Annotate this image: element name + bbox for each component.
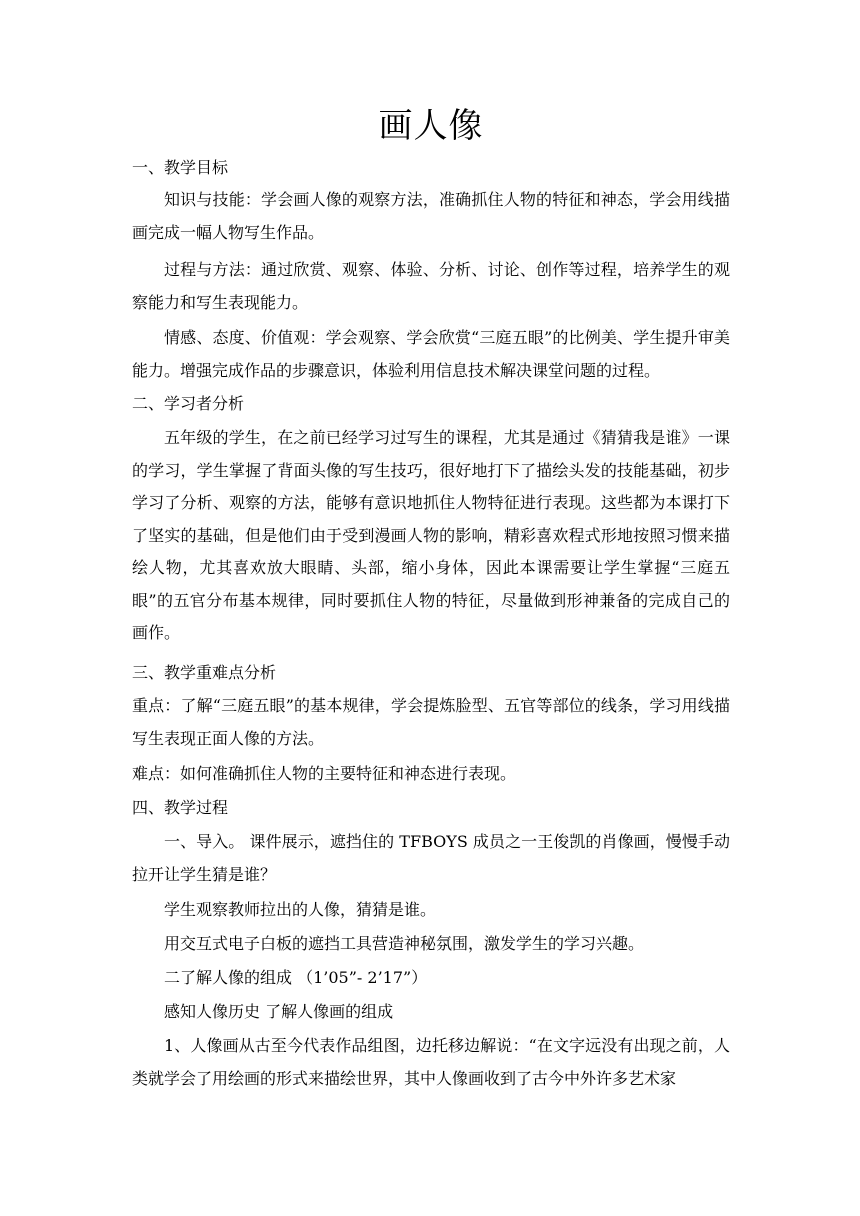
paragraph: 一、导入。 课件展示，遮挡住的 TFBOYS 成员之一王俊凯的肖像画，慢慢手动拉开让学生猜是谁？ [132, 832, 730, 884]
paragraph: 重点：了解“三庭五眼”的基本规律，学会提炼脸型、五官等部位的线条，学习用线描写生表现正面人像的方法。 [132, 696, 730, 748]
section-heading: 一、教学目标 [132, 158, 229, 177]
paragraph: 难点：如何准确抓住人物的主要特征和神态进行表现。 [132, 764, 517, 783]
section-heading: 三、教学重难点分析 [132, 663, 277, 682]
paragraph: 用交互式电子白板的遮挡工具营造神秘氛围，激发学生的学习兴趣。 [164, 934, 645, 953]
paragraph: 二了解人像的组成 （1’05”- 2’17”） [164, 968, 428, 987]
paragraph: 过程与方法：通过欣赏、观察、体验、分析、讨论、创作等过程，培养学生的观察能力和写生表现能力。 [132, 260, 730, 312]
paragraph: 1、人像画从古至今代表作品组图，边托移边解说：“在文字远没有出现之前，人类就学会了用绘画的形式来描绘世界，其中人像画收到了古今中外许多艺术家 [132, 1036, 730, 1088]
paragraph: 感知人像历史 了解人像画的组成 [164, 1002, 394, 1021]
paragraph: 知识与技能：学会画人像的观察方法，准确抓住人物的特征和神态，学会用线描画完成一幅人物写生作品。 [132, 190, 730, 242]
document-title: 画人像 [378, 106, 484, 146]
paragraph: 学生观察教师拉出的人像，猜猜是谁。 [164, 900, 437, 919]
paragraph: 情感、态度、价值观：学会观察、学会欣赏“三庭五眼”的比例美、学生提升审美能力。增强完成作品的步骤意识，体验利用信息技术解决课堂问题的过程。 [132, 328, 730, 380]
section-heading: 四、教学过程 [132, 798, 229, 817]
paragraph: 五年级的学生，在之前已经学习过写生的课程，尤其是通过《猜猜我是谁》一课的学习，学生掌握了背面头像的写生技巧，很好地打下了描绘头发的技能基础，初步学习了分析、观察的方法，能够有意识地抓住人物特征进行表现。这些都为本课打下了坚实的基础，但是他们由于受到漫画人物的影响，精彩喜欢程式形地按照习惯来描绘人物，尤其喜欢放大眼睛、头部，缩小身体，因此本课需要让学生掌握“三庭五眼”的五官分布基本规律，同时要抓住人物的特征，尽量做到形神兼备的完成自己的画作。 [132, 428, 730, 642]
section-heading: 二、学习者分析 [132, 394, 245, 413]
